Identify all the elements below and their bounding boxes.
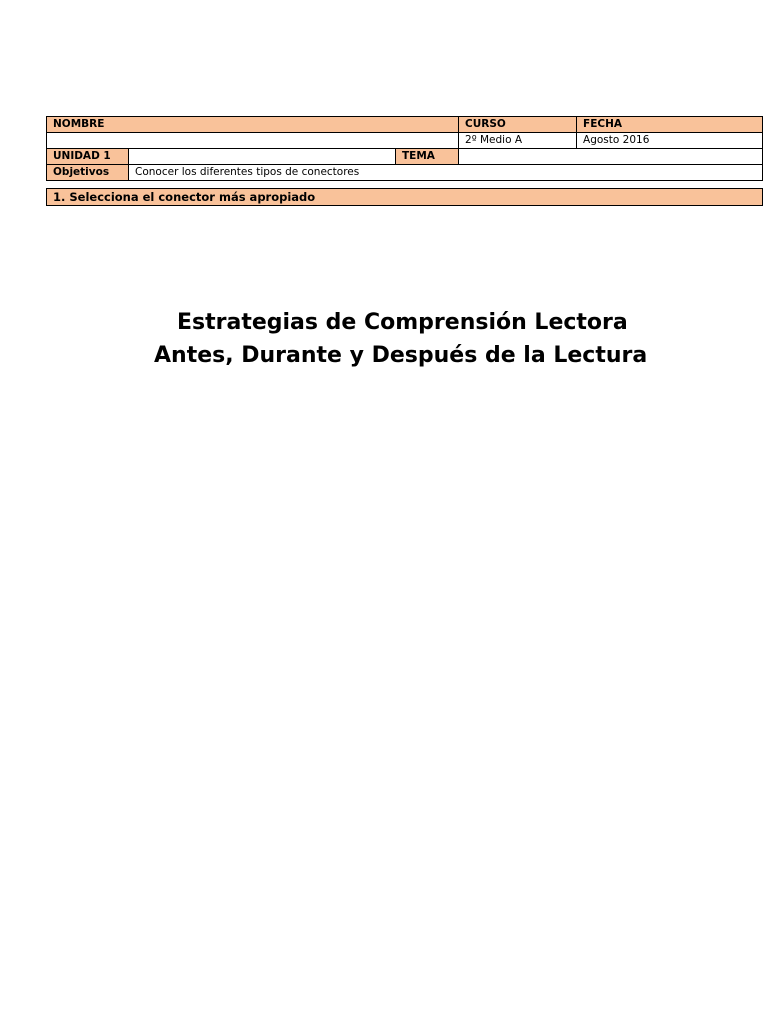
table-spacer	[47, 181, 763, 189]
unidad-row	[47, 149, 763, 165]
task-instruction: 1. Selecciona el conector más apropiado	[47, 189, 763, 206]
unidad-label: UNIDAD 1	[47, 149, 129, 165]
worksheet-header-table	[46, 116, 763, 206]
spacer-cell	[47, 181, 763, 189]
unidad-value[interactable]	[129, 149, 396, 165]
nombre-label: NOMBRE	[47, 117, 459, 133]
objetivos-value: Conocer los diferentes tipos de conectores	[129, 165, 763, 181]
tema-value[interactable]	[459, 149, 763, 165]
title-line-2: Antes, Durante y Después de la Lectura	[154, 343, 648, 368]
fecha-label: FECHA	[577, 117, 763, 133]
fecha-value: Agosto 2016	[577, 133, 763, 149]
task-row	[47, 189, 763, 206]
objetivos-row	[47, 165, 763, 181]
header-row-values	[47, 133, 763, 149]
document-titles	[0, 306, 768, 372]
curso-value: 2º Medio A	[459, 133, 577, 149]
objetivos-label: Objetivos	[47, 165, 129, 181]
curso-label: CURSO	[459, 117, 577, 133]
header-row-labels	[47, 117, 763, 133]
title-line-1: Estrategias de Comprensión Lectora	[177, 310, 628, 335]
nombre-value[interactable]	[47, 133, 459, 149]
tema-label: TEMA	[396, 149, 459, 165]
